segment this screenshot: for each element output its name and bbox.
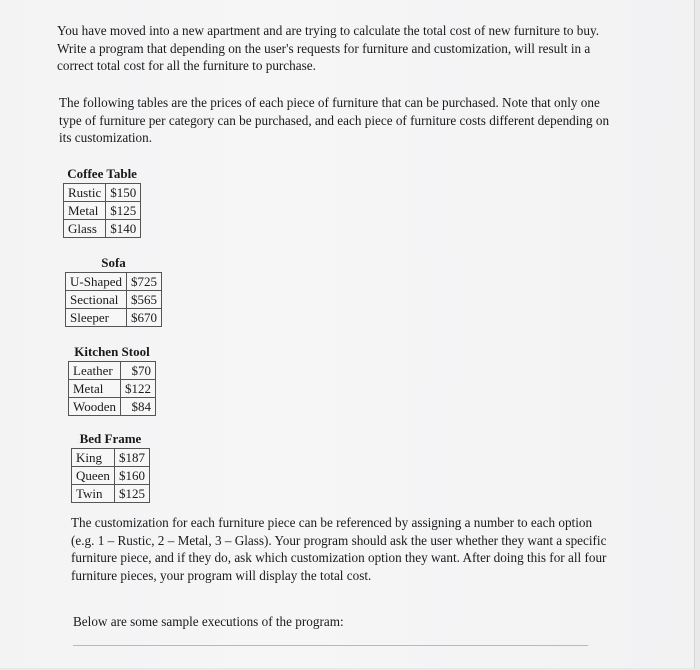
option-cell: Metal [64, 202, 106, 220]
coffee-table-title: Coffee Table [67, 166, 137, 181]
price-cell: $70 [121, 362, 156, 380]
price-cell: $725 [127, 273, 162, 291]
table-row [72, 485, 150, 503]
option-cell: Twin [72, 485, 115, 503]
divider [73, 645, 588, 646]
price-cell: $125 [114, 485, 149, 503]
price-cell: $140 [106, 220, 141, 238]
price-cell: $122 [121, 380, 156, 398]
option-cell: Rustic [64, 184, 106, 202]
table-row [66, 291, 162, 309]
customization-paragraph: The customization for each furniture piece can be referenced by assigning a number to each option (e.g. 1 – Rustic, 2 – Metal, 3 – Glass). Your program should ask the user whether they want a specific furniture piece, and if they do, ask which customization option they want. After doing this for all four furniture pieces, your program will display the total cost. [71, 515, 607, 583]
tables-intro-paragraph: The following tables are the prices of each piece of furniture that can be purchased. Note that only one type of furniture per category can be purchased, and each piece of furniture costs different depending on its customization. [59, 95, 610, 145]
kitchen-stool-title: Kitchen Stool [74, 344, 150, 359]
price-cell: $565 [127, 291, 162, 309]
table-row [72, 467, 150, 485]
sample-executions-heading: Below are some sample executions of the program: [73, 614, 344, 629]
option-cell: Queen [72, 467, 115, 485]
table-row [69, 380, 156, 398]
kitchen-stool-price-table [68, 344, 156, 416]
option-cell: Glass [64, 220, 106, 238]
option-cell: King [72, 449, 115, 467]
sofa-title: Sofa [101, 255, 126, 270]
table-row [64, 202, 141, 220]
table-row [64, 220, 141, 238]
bed-frame-price-table [71, 431, 150, 503]
price-cell: $160 [114, 467, 149, 485]
price-cell: $84 [121, 398, 156, 416]
option-cell: Wooden [69, 398, 121, 416]
table-row [66, 309, 162, 327]
price-cell: $187 [114, 449, 149, 467]
table-row [66, 273, 162, 291]
option-cell: Metal [69, 380, 121, 398]
price-cell: $670 [127, 309, 162, 327]
option-cell: Leather [69, 362, 121, 380]
option-cell: U-Shaped [66, 273, 127, 291]
sofa-price-table [65, 255, 162, 327]
option-cell: Sleeper [66, 309, 127, 327]
coffee-table-price-table [63, 166, 141, 238]
price-cell: $150 [106, 184, 141, 202]
table-row [69, 398, 156, 416]
table-row [64, 184, 141, 202]
table-row [72, 449, 150, 467]
bed-frame-title: Bed Frame [79, 431, 142, 446]
price-cell: $125 [106, 202, 141, 220]
intro-paragraph: You have moved into a new apartment and are trying to calculate the total cost of new furniture to buy. Write a program that depending on the user's requests for furniture and customization, will result in a correct total cost for all the furniture to purchase. [57, 23, 599, 73]
option-cell: Sectional [66, 291, 127, 309]
table-row [69, 362, 156, 380]
